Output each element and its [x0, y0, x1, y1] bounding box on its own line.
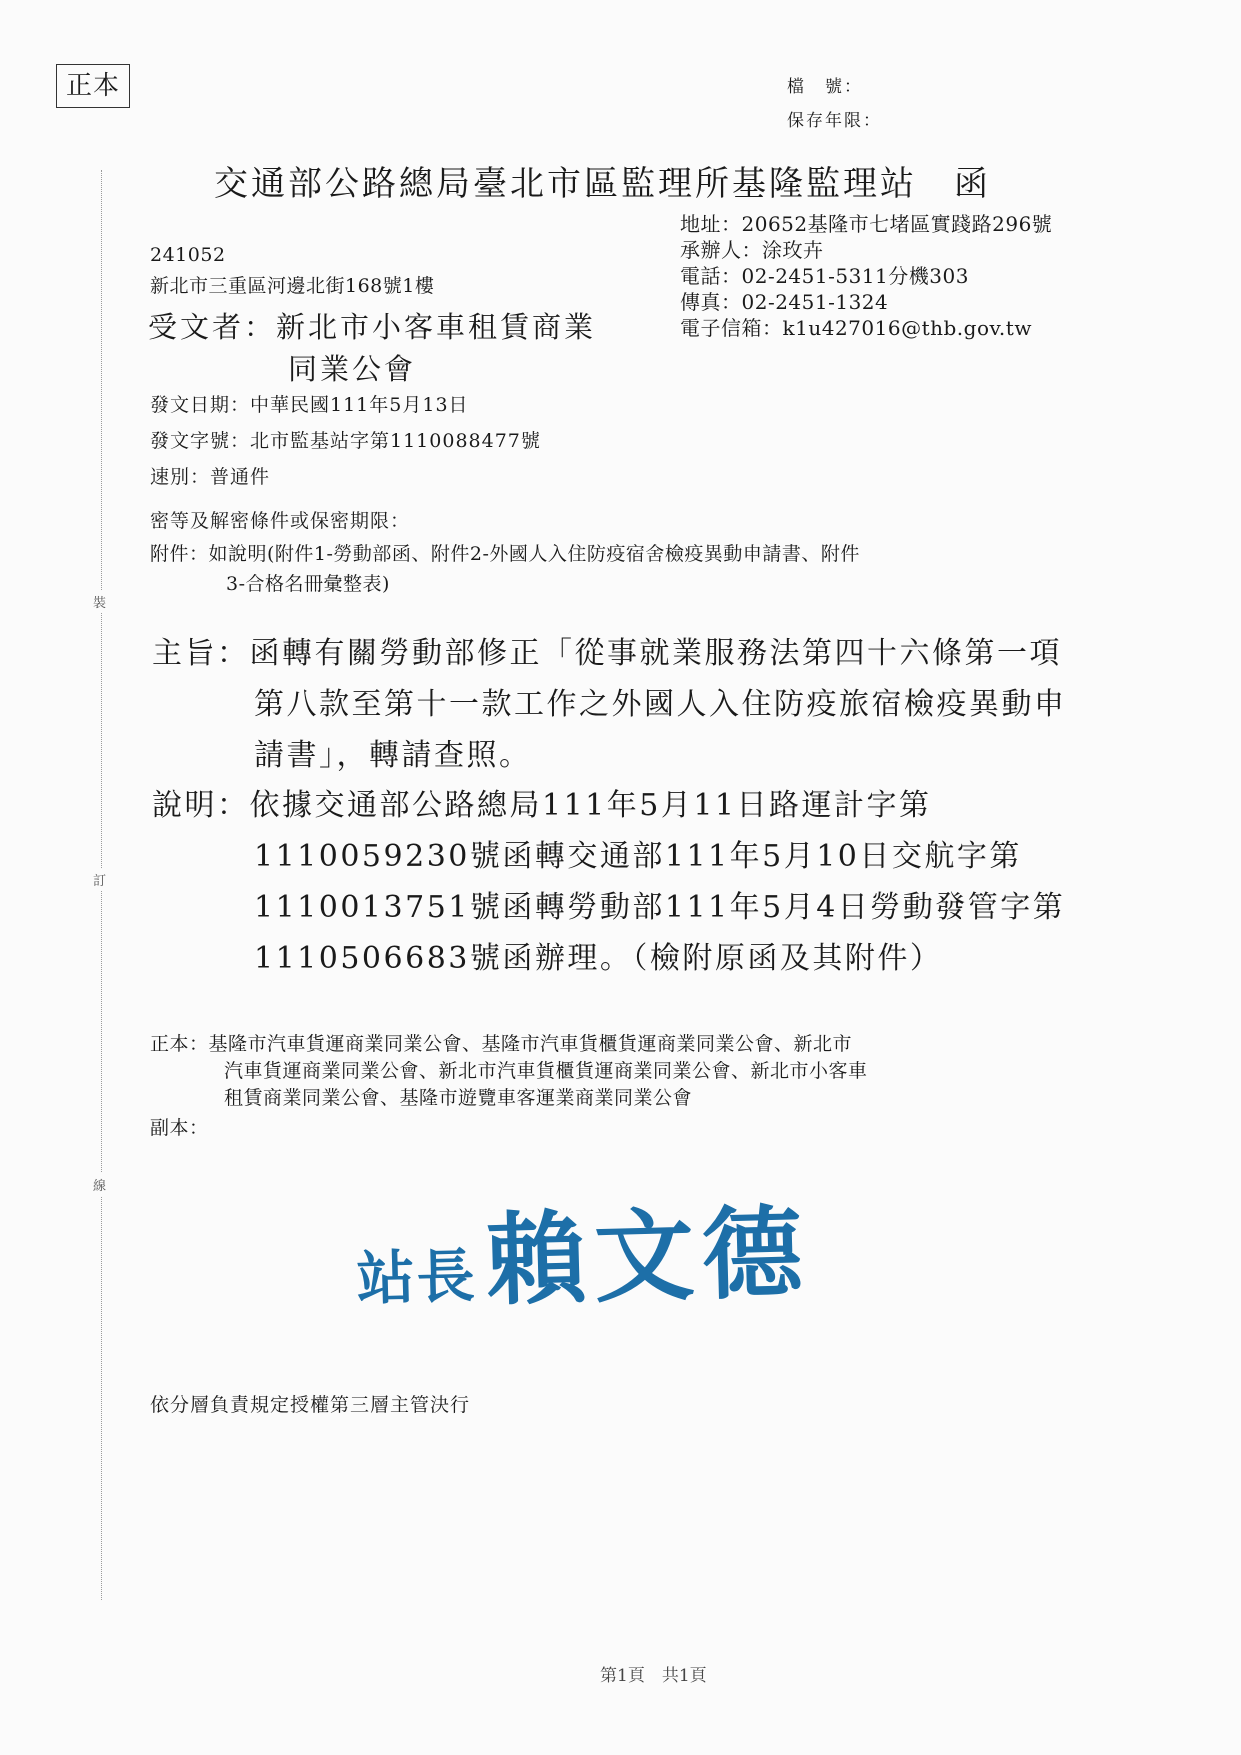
sender-handler: 承辦人：涂玫卉 — [680, 238, 824, 262]
original-copy-stamp: 正本 — [56, 64, 130, 108]
issue-date: 發文日期：中華民國111年5月13日 — [150, 394, 469, 416]
file-number-label: 檔 號： — [787, 77, 863, 97]
recipient-street-address: 新北市三重區河邊北街168號1樓 — [150, 275, 435, 297]
page-number: 第1頁 共1頁 — [600, 1666, 707, 1686]
main-recipients-line-2: 汽車貨運商業同業公會、新北市汽車貨櫃貨運商業同業公會、新北市小客車 — [224, 1060, 868, 1082]
document-title: 交通部公路總局臺北市區監理所基隆監理站 函 — [214, 164, 991, 204]
attachments-line-1: 附件：如說明(附件1-勞動部函、附件2-外國人入住防疫宿舍檢疫異動申請書、附件 — [150, 543, 860, 565]
sender-address: 地址：20652基隆市七堵區實踐路296號 — [680, 212, 1053, 236]
binding-mark-staple: 訂 — [93, 868, 106, 891]
signature-stamp — [354, 1172, 812, 1328]
retention-period-label: 保存年限： — [787, 111, 882, 131]
main-recipients-line-3: 租賃商業同業公會、基隆市遊覽車客運業商業同業公會 — [224, 1087, 693, 1109]
recipient-line-2: 同業公會 — [288, 352, 417, 386]
subject-line-2: 第八款至第十一款工作之外國人入住防疫旅宿檢疫異動申 — [254, 687, 1067, 722]
security-classification: 密等及解密條件或保密期限： — [150, 510, 411, 532]
carbon-copy-label: 副本： — [150, 1117, 209, 1139]
distribution-list — [150, 1031, 868, 1142]
subject-line-3: 請書」，轉請查照。 — [254, 738, 532, 773]
subject-section — [152, 628, 1067, 781]
explanation-line-2: 1110059230號函轉交通部111年5月10日交航字第 — [254, 839, 1022, 874]
binding-mark-bind: 裝 — [93, 590, 106, 613]
authorization-note: 依分層負責規定授權第三層主管決行 — [150, 1394, 471, 1416]
signature-name: 賴文德 — [484, 1194, 812, 1320]
explanation-line-1: 說明：依據交通部公路總局111年5月11日路運計字第 — [152, 788, 932, 823]
binding-mark-line: 線 — [93, 1173, 106, 1196]
sender-phone: 電話：02-2451-5311分機303 — [680, 264, 969, 288]
subject-line-1: 主旨：函轉有關勞動部修正「從事就業服務法第四十六條第一項 — [152, 636, 1062, 671]
sender-contact-block — [680, 211, 1052, 341]
main-recipients-line-1: 正本：基隆市汽車貨運商業同業公會、基隆市汽車貨櫃貨運商業同業公會、新北市 — [150, 1033, 853, 1055]
recipient — [148, 306, 596, 390]
sender-fax: 傳真：02-2451-1324 — [680, 290, 889, 314]
explanation-line-4: 1110506683號函辦理。（檢附原函及其附件） — [254, 941, 943, 976]
signature-title: 站長 — [355, 1241, 478, 1313]
recipient-postal-code: 241052 — [150, 244, 226, 266]
delivery-speed: 速別：普通件 — [150, 466, 271, 488]
sender-email: 電子信箱：k1u427016@thb.gov.tw — [680, 316, 1032, 340]
explanation-line-3: 1110013751號函轉勞動部111年5月4日勞動發管字第 — [254, 890, 1066, 925]
recipient-line-1: 受文者：新北市小客車租賃商業 — [148, 310, 597, 344]
attachments-line-2: 3-合格名冊彙整表) — [226, 573, 390, 595]
explanation-section — [152, 780, 1065, 984]
attachments — [150, 539, 860, 599]
recipient-address-block — [150, 240, 434, 302]
issue-number: 發文字號：北市監基站字第1110088477號 — [150, 430, 541, 452]
